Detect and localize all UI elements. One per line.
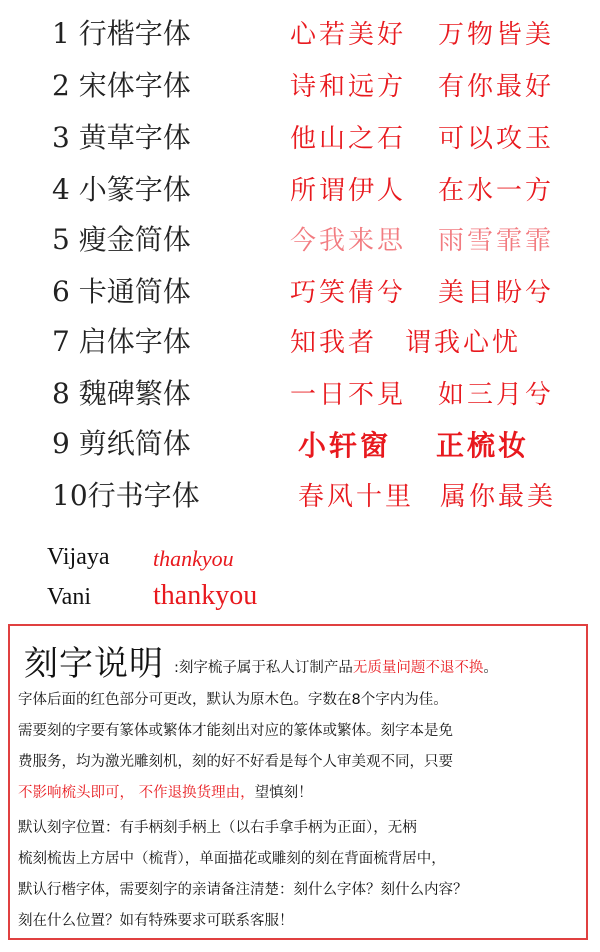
font-label: 9 剪纸简体 (52, 427, 191, 460)
font-label: 1 行楷字体 (52, 17, 191, 50)
sample-text: 所谓伊人 (290, 176, 407, 206)
font-row (0, 60, 600, 106)
sample-text: 可以攻玉 (438, 124, 555, 154)
name-sample-text: thankyou (153, 580, 258, 611)
engraving-notes-box (8, 624, 588, 940)
sample-text: 谓我心忧 (405, 328, 522, 358)
font-row (0, 164, 600, 210)
font-row (0, 418, 600, 464)
sample-text: 万物皆美 (438, 20, 555, 50)
notes-title: 刻字说明 (24, 644, 164, 684)
font-name: Vijaya (47, 544, 110, 570)
font-label: 8 魏碑繁体 (52, 377, 191, 410)
font-row (0, 266, 600, 312)
name-sample-text: thankyou (153, 546, 234, 571)
sample-text: 雨雪霏霏 (438, 226, 555, 256)
notes-line: 默认行楷字体，需要刻字的亲请备注清楚：刻什么字体？刻什么内容？ (18, 882, 468, 898)
font-row (0, 214, 600, 260)
sample-text: 春风十里 (298, 482, 415, 512)
font-row (0, 470, 600, 516)
notes-line: 默认刻字位置：有手柄刻手柄上（以右手拿手柄为正面），无柄 (18, 820, 417, 836)
font-label: 5 瘦金简体 (52, 223, 191, 256)
notes-text: :刻字梳子属于私人订制产品 (174, 660, 353, 676)
font-name: Vani (47, 584, 91, 610)
notes-line: 需要刻的字要有篆体或繁体才能刻出对应的篆体或繁体。刻字本是免 (18, 723, 453, 739)
sample-text: 正梳妆 (436, 429, 530, 462)
font-row (0, 368, 600, 414)
notes-warning: 无质量问题不退不换 (352, 660, 484, 676)
notes-line: 费服务，均为激光雕刻机，刻的好不好看是每个人审美观不同，只要 (18, 754, 453, 770)
sample-text: 知我者 (290, 328, 378, 358)
sample-text: 心若美好 (290, 20, 407, 50)
sample-text: 小轩窗 (298, 429, 392, 462)
font-label: 10行书字体 (52, 479, 200, 512)
sample-text: 今我来思 (290, 226, 407, 256)
font-label: 4 小篆字体 (52, 173, 191, 206)
font-row (0, 316, 600, 362)
font-label: 3 黄草字体 (52, 121, 191, 154)
sample-text: 诗和远方 (290, 72, 407, 102)
sample-text: 在水一方 (438, 176, 555, 206)
font-row (0, 8, 600, 54)
notes-line: 字体后面的红色部分可更改，默认为原木色。字数在8个字内为佳。 (18, 692, 448, 708)
font-label: 2 宋体字体 (52, 69, 191, 102)
sample-text: 属你最美 (440, 482, 557, 512)
sample-text: 有你最好 (438, 72, 555, 102)
sample-text: 如三月兮 (438, 380, 555, 410)
notes-warning: 不影响梳头即可， 不作退换货理由， (18, 785, 255, 801)
notes-line (18, 781, 313, 802)
notes-line: 刻在什么位置？如有特殊要求可联系客服！ (18, 913, 294, 929)
font-label: 6 卡通简体 (52, 275, 191, 308)
font-label: 7 启体字体 (52, 325, 191, 358)
sample-text: 他山之石 (290, 124, 407, 154)
notes-line (174, 656, 498, 677)
sample-text: 美目盼兮 (438, 278, 555, 308)
sample-text: 巧笑倩兮 (290, 278, 407, 308)
font-row (0, 112, 600, 158)
sample-text: 一日不見 (290, 380, 407, 410)
notes-text: 。 (483, 660, 498, 676)
notes-line: 梳刻梳齿上方居中（梳背），单面描花或雕刻的刻在背面梳背居中， (18, 851, 446, 867)
notes-text: 望慎刻！ (254, 785, 313, 801)
